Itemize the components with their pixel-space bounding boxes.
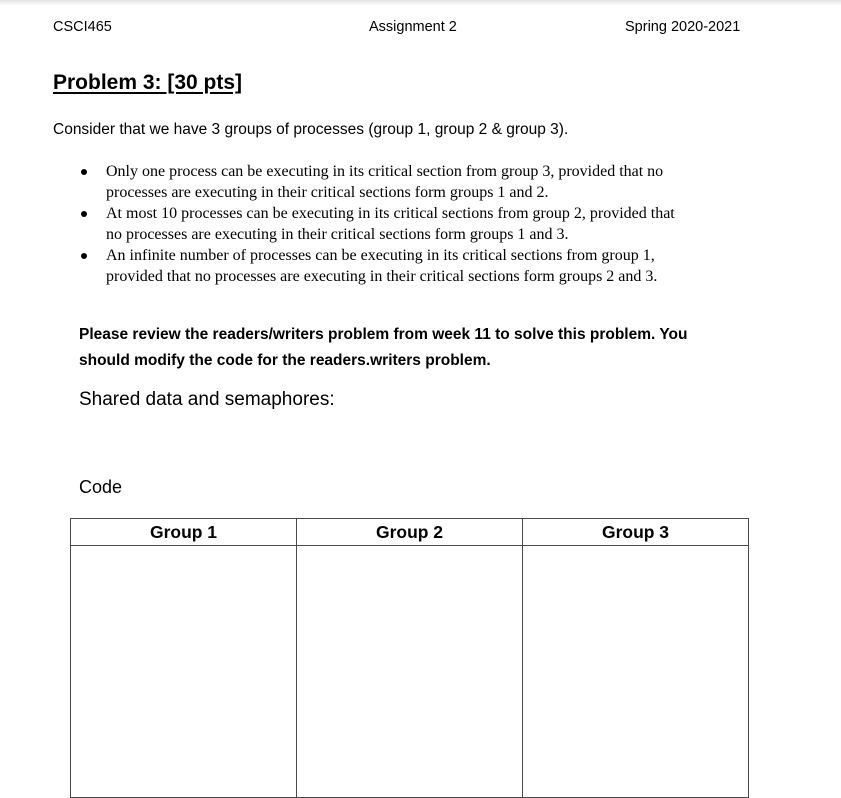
code-cell-group-1 (71, 546, 297, 798)
problem-intro: Consider that we have 3 groups of processes (group 1, group 2 & group 3). (53, 121, 569, 138)
table-header-group-3: Group 3 (523, 519, 749, 546)
condition-text: processes are executing in their critical sections form groups 1 and 2. (106, 184, 549, 201)
code-cell-group-2 (297, 546, 523, 798)
table-header-row (71, 519, 749, 546)
instructions-line: should modify the code for the readers.writers problem. (79, 352, 491, 369)
header-assignment: Assignment 2 (369, 19, 457, 35)
problem-title: Problem 3: [30 pts] (53, 71, 243, 94)
condition-text: At most 10 processes can be executing in its critical sections from group 2, provided that (106, 205, 675, 222)
header-course: CSCI465 (53, 19, 112, 35)
condition-item (78, 161, 758, 203)
instructions (79, 322, 759, 374)
condition-item (78, 203, 758, 245)
condition-text: An infinite number of processes can be executing in its critical sections from group 1, (106, 247, 655, 264)
page-top-shadow (0, 0, 841, 6)
table-header-group-2: Group 2 (297, 519, 523, 546)
condition-text: Only one process can be executing in its critical section from group 3, provided that no (106, 163, 664, 180)
shared-data-label: Shared data and semaphores: (79, 389, 335, 410)
condition-text: no processes are executing in their critical sections form groups 1 and 3. (106, 226, 569, 243)
code-label: Code (79, 477, 123, 497)
code-cell-group-3 (523, 546, 749, 798)
condition-text: provided that no processes are executing in their critical sections form groups 2 and 3. (106, 268, 658, 285)
table-header-group-1: Group 1 (71, 519, 297, 546)
header-term: Spring 2020-2021 (625, 19, 741, 35)
instructions-line: Please review the readers/writers problem from week 11 to solve this problem. You (79, 326, 688, 343)
conditions-list (78, 161, 758, 287)
condition-item (78, 245, 758, 287)
table-row (71, 546, 749, 798)
code-table (70, 518, 749, 798)
